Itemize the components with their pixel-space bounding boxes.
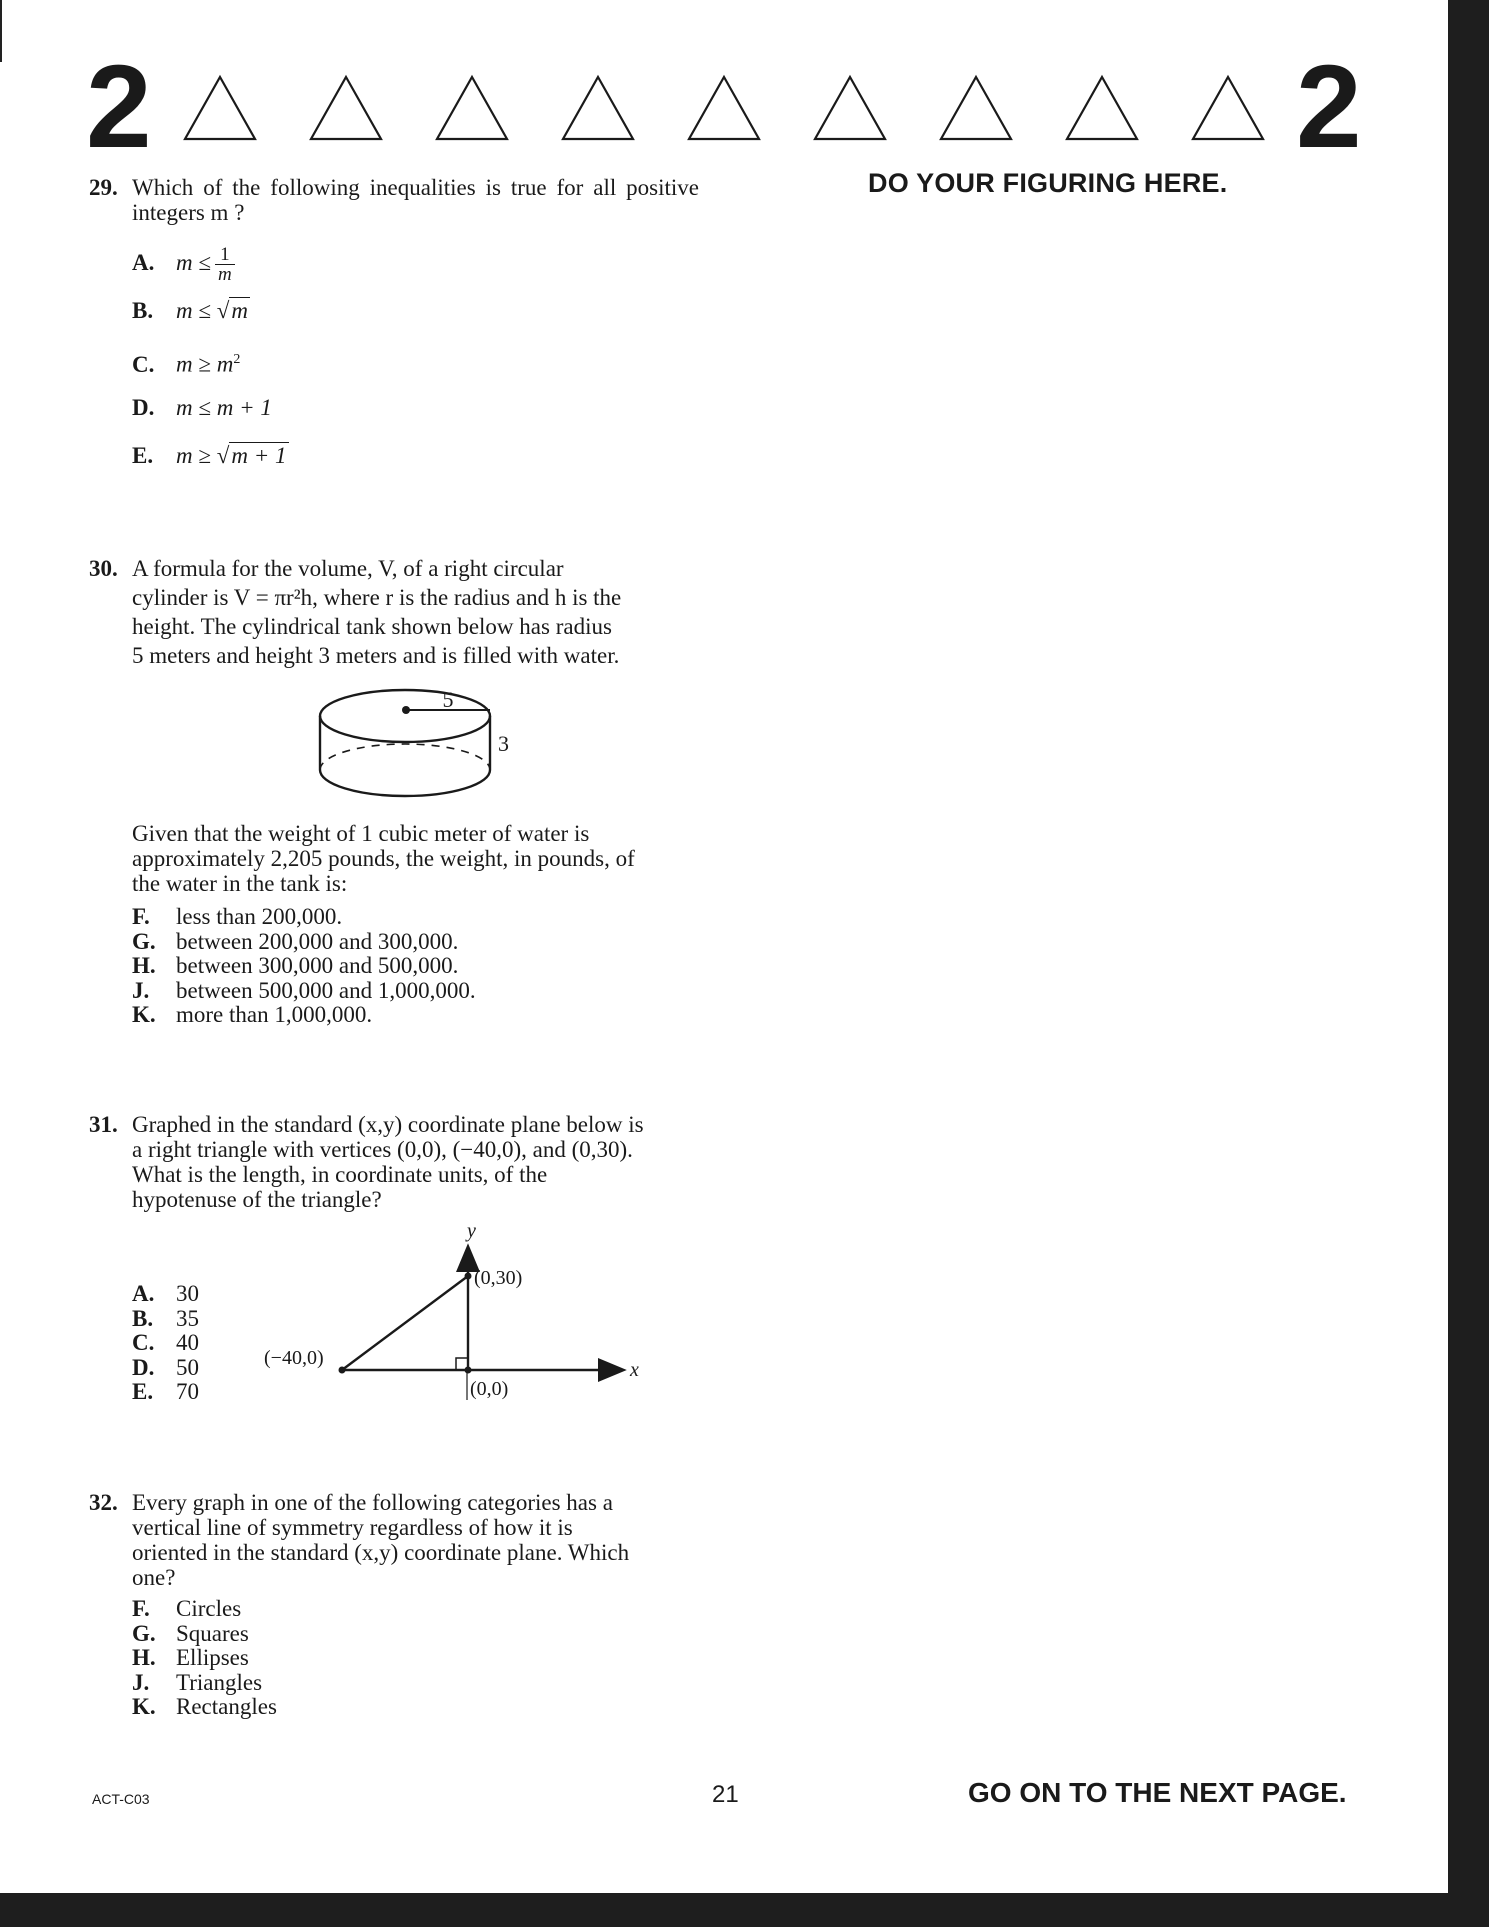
form-code: ACT-C03 bbox=[92, 1791, 150, 1807]
triangle-icon bbox=[182, 74, 258, 142]
triangle-icon bbox=[560, 74, 636, 142]
choice-g[interactable]: G. between 200,000 and 300,000. bbox=[132, 928, 459, 954]
triangle-icon bbox=[686, 74, 762, 142]
choice-k[interactable]: K. Rectangles bbox=[132, 1694, 277, 1719]
choice-h[interactable]: H. between 300,000 and 500,000. bbox=[132, 953, 459, 978]
question-text: Graphed in the standard (x,y) coordinate plane below is a right triangle with vertices (0,0), (−40,0), and (0,30). What is the length, in coordinate units, of the hypotenuse of the triangle? bbox=[132, 1112, 644, 1212]
option-e[interactable]: E. m ≥ √m + 1 bbox=[132, 443, 287, 468]
triangle-icon bbox=[938, 74, 1014, 142]
option-a[interactable]: A. m ≤ $\frac{1}{m}$ bbox=[132, 245, 235, 284]
next-page-instruction: GO ON TO THE NEXT PAGE. bbox=[968, 1777, 1347, 1808]
hypotenuse bbox=[342, 1276, 468, 1370]
fraction: $\frac{1}{m}$ bbox=[215, 245, 235, 284]
choice-c[interactable]: C. 40 bbox=[132, 1330, 199, 1355]
height-label: 3 bbox=[498, 731, 509, 756]
option-letter: C. bbox=[132, 351, 155, 377]
triangle-icon bbox=[812, 74, 888, 142]
radius-label: 5 bbox=[442, 687, 454, 712]
cylinder-figure bbox=[290, 680, 550, 810]
answer-choices bbox=[132, 1597, 277, 1720]
question-text: Every graph in one of the following categories has a vertical line of symmetry regardless of how it is oriented in the standard (x,y) coordinate plane. Which one? bbox=[132, 1490, 630, 1590]
triangle-icon bbox=[434, 74, 510, 142]
option-letter: A. bbox=[132, 249, 155, 275]
x-axis-label: x bbox=[630, 1359, 639, 1381]
scan-edge-mark bbox=[0, 0, 2, 62]
figuring-area-label: DO YOUR FIGURING HERE. bbox=[868, 168, 1228, 198]
option-letter: D. bbox=[132, 395, 155, 420]
vertex-label-left: (−40,0) bbox=[264, 1347, 324, 1369]
choice-a[interactable]: A. 30 bbox=[132, 1281, 199, 1306]
question-text: A formula for the volume, V, of a right circular cylinder is V = πr²h, where r is the radius and h is the height. The cylindrical tank shown below has radius 5 meters and height 3 meters and is filled with water. bbox=[132, 556, 622, 668]
triangle-icon bbox=[1190, 74, 1266, 142]
square-root: √m + 1 bbox=[216, 443, 287, 468]
question-number: 30. bbox=[89, 556, 118, 581]
question-30-prompt bbox=[89, 821, 699, 1027]
option-letter: E. bbox=[132, 443, 154, 468]
choice-b[interactable]: B. 35 bbox=[132, 1305, 199, 1331]
choice-g[interactable]: G. Squares bbox=[132, 1620, 249, 1646]
section-header bbox=[86, 41, 1366, 173]
choice-h[interactable]: H. Ellipses bbox=[132, 1645, 249, 1670]
question-29 bbox=[89, 175, 699, 468]
question-prompt: Given that the weight of 1 cubic meter of water is approximately 2,205 pounds, the weight, in pounds, of the water in the tank is: bbox=[132, 821, 635, 896]
question-text: Which of the following inequalities is true for all positive integers m ? bbox=[132, 175, 699, 225]
triangle-icon bbox=[1064, 74, 1140, 142]
choice-f[interactable]: F. Circles bbox=[132, 1596, 242, 1621]
question-30 bbox=[89, 554, 699, 670]
square-root: √m bbox=[216, 298, 248, 323]
choice-j[interactable]: J. between 500,000 and 1,000,000. bbox=[132, 977, 476, 1003]
triangle-icon bbox=[308, 74, 384, 142]
question-number: 31. bbox=[89, 1112, 118, 1137]
question-number: 29. bbox=[89, 175, 118, 200]
section-number-right: 2 bbox=[1296, 41, 1362, 173]
question-number: 32. bbox=[89, 1490, 118, 1515]
option-letter: B. bbox=[132, 298, 154, 323]
question-32 bbox=[89, 1490, 699, 1719]
answer-choices bbox=[132, 1282, 199, 1405]
vertex-label-top: (0,30) bbox=[474, 1267, 523, 1289]
choice-d[interactable]: D. 50 bbox=[132, 1354, 199, 1380]
section-number-left: 2 bbox=[86, 41, 152, 173]
option-c[interactable]: C. $m \ge m^2$ bbox=[132, 351, 241, 377]
choice-k[interactable]: K. more than 1,000,000. bbox=[132, 1002, 373, 1027]
choice-f[interactable]: F. less than 200,000. bbox=[132, 904, 343, 929]
vertex-label-origin: (0,0) bbox=[470, 1378, 509, 1400]
option-d[interactable]: D. m ≤ m + 1 bbox=[132, 395, 272, 420]
answer-choices bbox=[132, 905, 476, 1028]
option-b[interactable]: B. m ≤ √m bbox=[132, 298, 248, 323]
question-31 bbox=[89, 1112, 699, 1404]
page-number: 21 bbox=[712, 1781, 739, 1808]
y-axis-label: y bbox=[467, 1220, 476, 1242]
triangle-graph bbox=[260, 1218, 660, 1408]
choice-j[interactable]: J. Triangles bbox=[132, 1669, 263, 1695]
choice-e[interactable]: E. 70 bbox=[132, 1379, 199, 1404]
